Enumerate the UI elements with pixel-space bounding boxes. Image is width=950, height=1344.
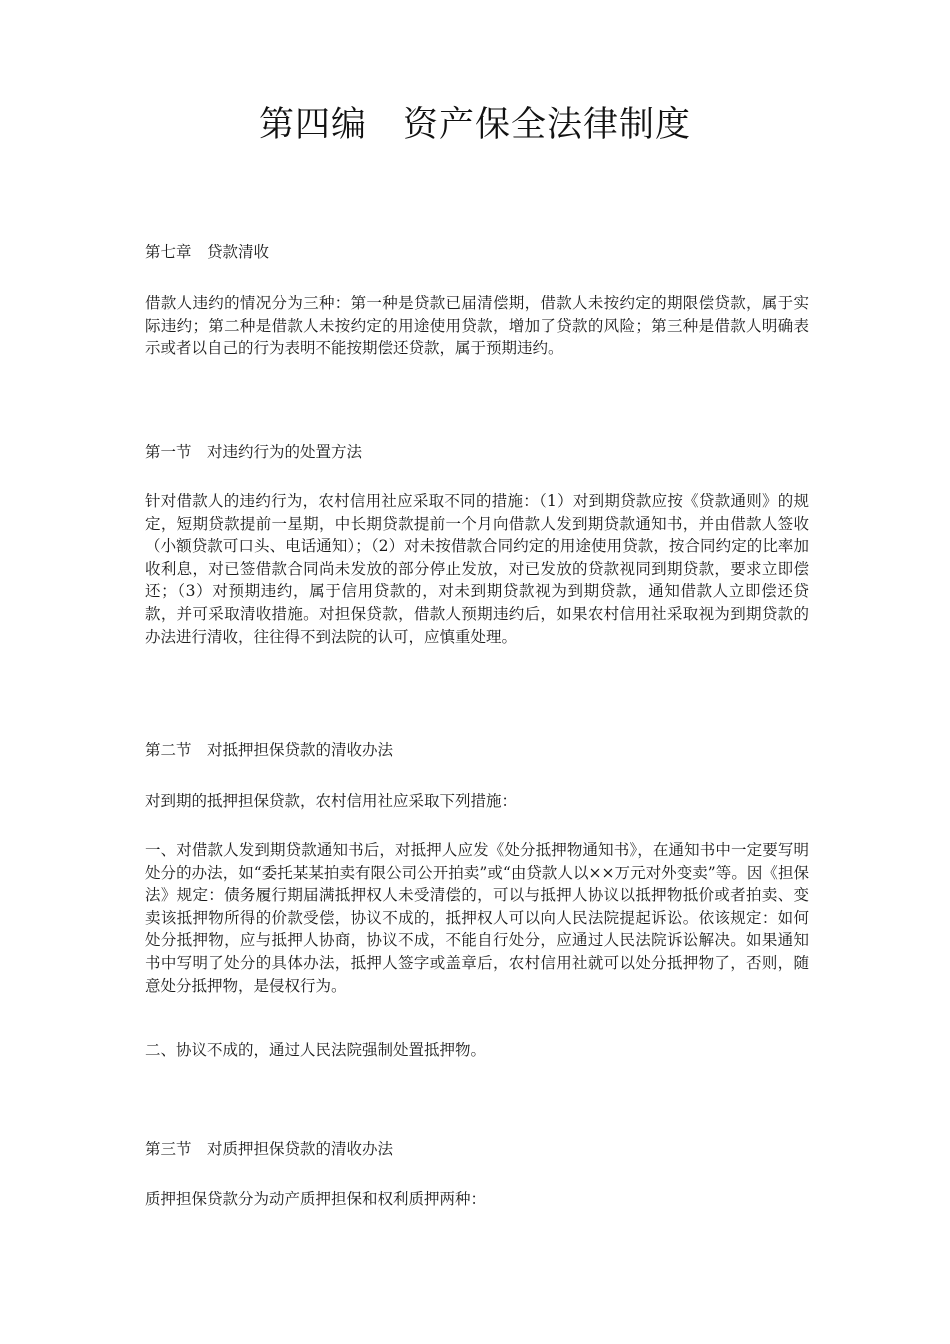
section1-paragraph: 针对借款人的违约行为，农村信用社应采取不同的措施：（1）对到期贷款应按《贷款通则》的规定，短期贷款提前一星期，中长期贷款提前一个月向借款人发到期贷款通知书，并由借款人签收（小额贷款可口头、电话通知）；（2）对未按借款合同约定的用途使用贷款，按合同约定的比率加收利息，对已签借款合同尚未发放的部分停止发放，对已发放的贷款视同到期贷款，要求立即偿还；（3）对预期违约，属于信用贷款的，对未到期贷款视为到期贷款，通知借款人立即偿还贷款，并可采取清收措施。对担保贷款，借款人预期违约后，如果农村信用社采取视为到期贷款的办法进行清收，往往得不到法院的认可，应慎重处理。 <box>145 492 809 646</box>
chapter-heading: 第七章 贷款清收 <box>145 243 270 261</box>
section2-item2-paragraph: 二、协议不成的，通过人民法院强制处置抵押物。 <box>145 1041 487 1059</box>
section2-item1-paragraph: 一、对借款人发到期贷款通知书后，对抵押人应发《处分抵押物通知书》，在通知书中一定要写明处分的办法，如“委托某某拍卖有限公司公开拍卖”或“由贷款人以××万元对外变卖”等。因《担保法》规定：债务履行期届满抵押权人未受清偿的，可以与抵押人协议以抵押物抵价或者拍卖、变卖该抵押物所得的价款受偿，协议不成的，抵押权人可以向人民法院提起诉讼。依该规定：如何处分抵押物，应与抵押人协商，协议不成，不能自行处分，应通过人民法院诉讼解决。如果通知书中写明了处分的具体办法，抵押人签字或盖章后，农村信用社就可以处分抵押物了，否则，随意处分抵押物，是侵权行为。 <box>145 841 809 995</box>
page-title: 第四编 资产保全法律制度 <box>258 105 691 145</box>
section2-intro-paragraph: 对到期的抵押担保贷款，农村信用社应采取下列措施： <box>145 792 518 810</box>
section2-heading: 第二节 对抵押担保贷款的清收办法 <box>145 741 394 759</box>
section3-intro-paragraph: 质押担保贷款分为动产质押担保和权利质押两种： <box>145 1190 487 1208</box>
section3-heading: 第三节 对质押担保贷款的清收办法 <box>145 1140 394 1158</box>
section1-heading: 第一节 对违约行为的处置方法 <box>145 443 363 461</box>
chapter-intro-paragraph: 借款人违约的情况分为三种：第一种是贷款已届清偿期，借款人未按约定的期限偿贷款，属于实际违约；第二种是借款人未按约定的用途使用贷款，增加了贷款的风险；第三种是借款人明确表示或者以自己的行为表明不能按期偿还贷款，属于预期违约。 <box>145 294 809 358</box>
